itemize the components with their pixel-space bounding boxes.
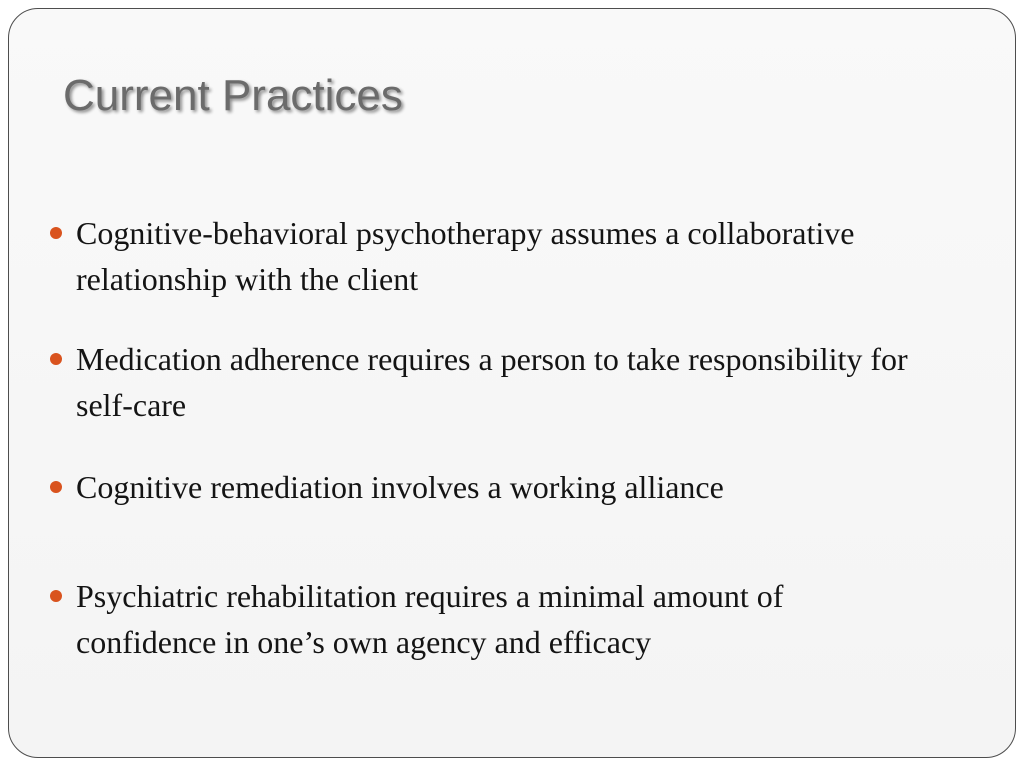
bullet-text: Cognitive-behavioral psychotherapy assumes a collaborative relationship with the client xyxy=(76,215,855,297)
bullet-text: Cognitive remediation involves a working alliance xyxy=(76,469,724,505)
bullet-item xyxy=(48,464,928,510)
bullet-text: Medication adherence requires a person to take responsibility for self-care xyxy=(76,341,908,423)
bullet-item xyxy=(48,210,928,302)
bullet-text: Psychiatric rehabilitation requires a minimal amount of confidence in one’s own agency and efficacy xyxy=(76,578,784,660)
bullet-dot-icon xyxy=(50,590,62,602)
bullet-item xyxy=(48,573,928,665)
bullet-dot-icon xyxy=(50,227,62,239)
bullet-dot-icon xyxy=(50,481,62,493)
bullet-dot-icon xyxy=(50,353,62,365)
slide-title: Current Practices xyxy=(63,71,403,120)
bullet-item xyxy=(48,336,928,428)
